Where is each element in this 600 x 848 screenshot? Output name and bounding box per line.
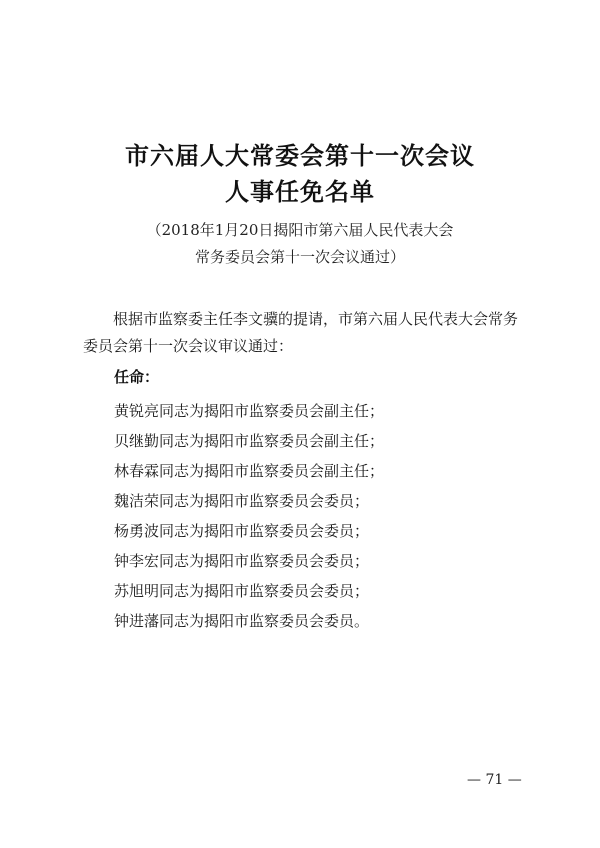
document-subtitle-line-1: （2018年1月20日揭阳市第六届人民代表大会 bbox=[146, 221, 454, 239]
appointment-item: 黄锐亮同志为揭阳市监察委员会副主任； bbox=[114, 402, 385, 420]
intro-paragraph: 根据市监察委主任李文骥的提请，市第六届人民代表大会常务委员会第十一次会议审议通过： bbox=[83, 310, 519, 355]
appointment-item: 贝继勤同志为揭阳市监察委员会副主任； bbox=[114, 432, 385, 450]
appointment-item: 魏洁荣同志为揭阳市监察委员会委员； bbox=[114, 492, 370, 510]
document-subtitle-line-2: 常务委员会第十一次会议通过） bbox=[194, 248, 405, 266]
appointment-item: 苏旭明同志为揭阳市监察委员会委员； bbox=[114, 582, 370, 600]
appointment-item: 林春霖同志为揭阳市监察委员会副主任； bbox=[114, 462, 385, 480]
appoint-label: 任命： bbox=[114, 368, 160, 386]
appointment-item: 钟李宏同志为揭阳市监察委员会委员； bbox=[114, 552, 370, 570]
page-number: — 71 — bbox=[467, 772, 522, 788]
appointment-item: 钟进藩同志为揭阳市监察委员会委员。 bbox=[114, 612, 370, 630]
appointment-item: 杨勇波同志为揭阳市监察委员会委员； bbox=[114, 522, 370, 540]
document-title-line-1: 市六届人大常委会第十一次会议 bbox=[125, 141, 475, 170]
document-title-line-2: 人事任免名单 bbox=[225, 177, 375, 206]
appointment-list bbox=[114, 396, 384, 636]
